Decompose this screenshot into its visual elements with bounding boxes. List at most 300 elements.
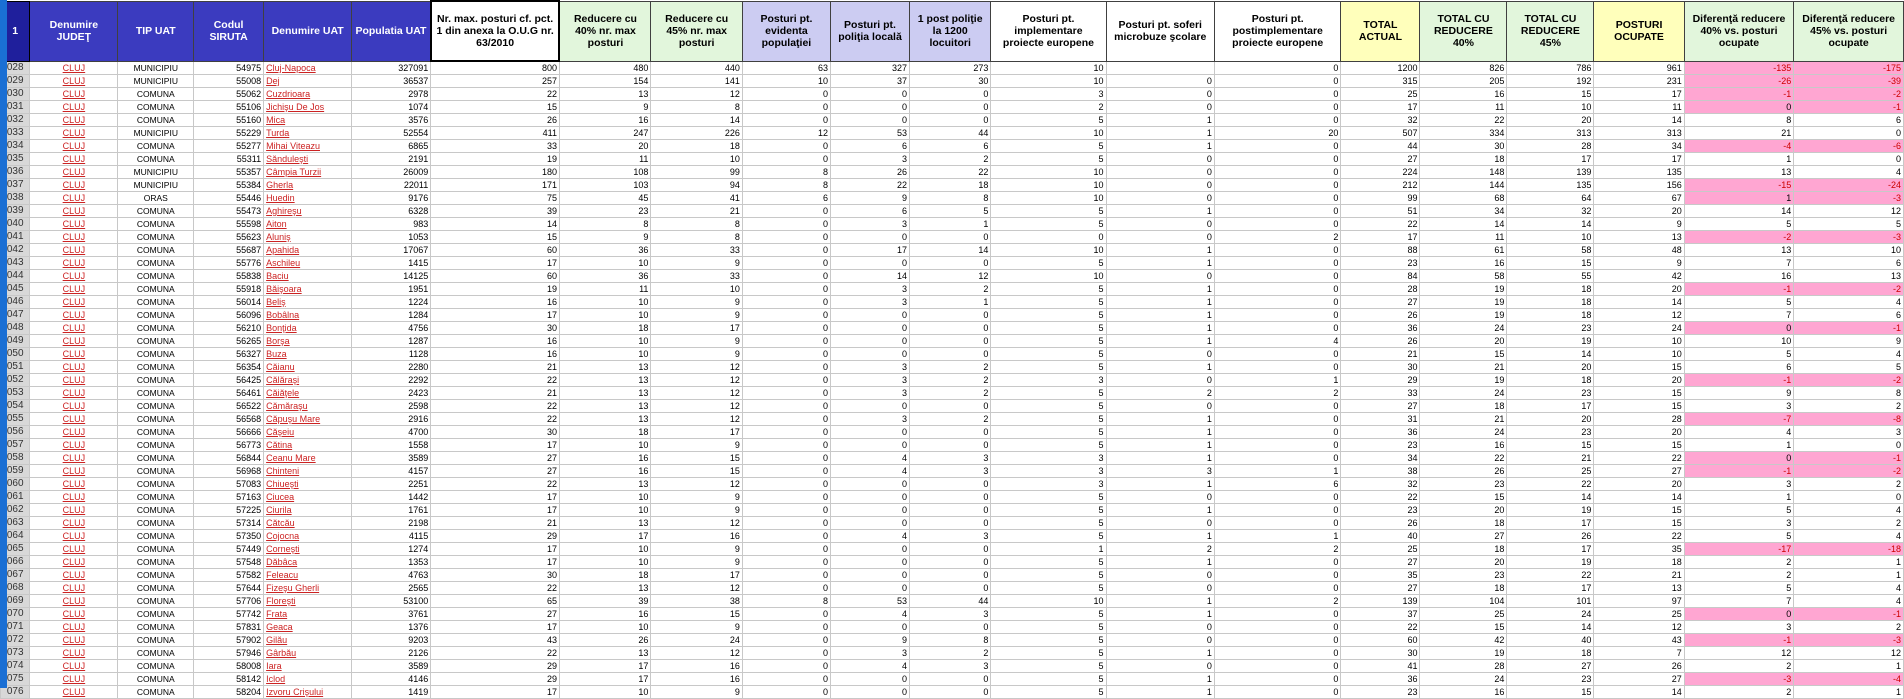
- cell-denumire-judet[interactable]: CLUJ: [30, 270, 118, 283]
- cell-diferenta-45[interactable]: -1: [1794, 608, 1904, 621]
- row-number-header[interactable]: 029: [1, 75, 30, 88]
- cell-total-reducere-40[interactable]: 16: [1420, 686, 1507, 699]
- cell-total-reducere-45[interactable]: 23: [1507, 673, 1594, 686]
- cell-posturi-postimplementare[interactable]: 0: [1214, 322, 1340, 335]
- cell-reducere-40[interactable]: 45: [559, 192, 650, 205]
- cell-diferenta-40[interactable]: 4: [1684, 426, 1794, 439]
- cell-reducere-45[interactable]: 12: [651, 400, 742, 413]
- cell-diferenta-45[interactable]: 6: [1794, 257, 1904, 270]
- cell-diferenta-40[interactable]: 5: [1684, 582, 1794, 595]
- cell-reducere-45[interactable]: 16: [651, 530, 742, 543]
- cell-posturi-ocupate[interactable]: 20: [1594, 205, 1684, 218]
- cell-reducere-40[interactable]: 13: [559, 400, 650, 413]
- cell-denumire-uat[interactable]: Sănduleşti: [264, 153, 352, 166]
- cell-post-politie-1200[interactable]: 0: [910, 504, 991, 517]
- cell-reducere-45[interactable]: 9: [651, 439, 742, 452]
- row-number-header[interactable]: 028: [1, 61, 30, 75]
- cell-posturi-politia-locala[interactable]: 0: [830, 491, 909, 504]
- cell-diferenta-45[interactable]: 0: [1794, 439, 1904, 452]
- cell-nr-max-posturi[interactable]: 16: [431, 348, 560, 361]
- cell-tip-uat[interactable]: COMUNA: [118, 660, 194, 673]
- cell-posturi-ocupate[interactable]: 14: [1594, 491, 1684, 504]
- cell-total-reducere-45[interactable]: 10: [1507, 231, 1594, 244]
- cell-posturi-ocupate[interactable]: 15: [1594, 439, 1684, 452]
- cell-posturi-politia-locala[interactable]: 3: [830, 218, 909, 231]
- cell-tip-uat[interactable]: COMUNA: [118, 153, 194, 166]
- cell-denumire-uat[interactable]: Ciucea: [264, 491, 352, 504]
- row-number-header[interactable]: 049: [1, 335, 30, 348]
- cell-posturi-ocupate[interactable]: 313: [1594, 127, 1684, 140]
- cell-diferenta-45[interactable]: 4: [1794, 296, 1904, 309]
- cell-total-reducere-45[interactable]: 14: [1507, 348, 1594, 361]
- row-number-header[interactable]: 030: [1, 88, 30, 101]
- cell-total-actual[interactable]: 38: [1341, 465, 1420, 478]
- cell-cod-siruta[interactable]: 56210: [194, 322, 264, 335]
- cell-posturi-evidenta[interactable]: 0: [742, 439, 830, 452]
- cell-posturi-politia-locala[interactable]: 4: [830, 465, 909, 478]
- cell-posturi-ocupate[interactable]: 14: [1594, 296, 1684, 309]
- cell-denumire-judet[interactable]: CLUJ: [30, 556, 118, 569]
- cell-posturi-ocupate[interactable]: 97: [1594, 595, 1684, 608]
- cell-posturi-ocupate[interactable]: 35: [1594, 543, 1684, 556]
- cell-denumire-uat[interactable]: Cojocna: [264, 530, 352, 543]
- cell-posturi-proiecte-europene[interactable]: 10: [991, 595, 1106, 608]
- cell-posturi-evidenta[interactable]: 0: [742, 556, 830, 569]
- cell-posturi-evidenta[interactable]: 0: [742, 543, 830, 556]
- cell-diferenta-40[interactable]: -1: [1684, 374, 1794, 387]
- cell-denumire-uat[interactable]: Aghireşu: [264, 205, 352, 218]
- cell-total-reducere-40[interactable]: 21: [1420, 361, 1507, 374]
- cell-cod-siruta[interactable]: 57946: [194, 647, 264, 660]
- cell-posturi-soferi[interactable]: 0: [1106, 88, 1214, 101]
- cell-total-reducere-40[interactable]: 22: [1420, 114, 1507, 127]
- cell-reducere-40[interactable]: 16: [559, 465, 650, 478]
- cell-total-reducere-40[interactable]: 16: [1420, 439, 1507, 452]
- cell-posturi-postimplementare[interactable]: 0: [1214, 101, 1340, 114]
- cell-total-actual[interactable]: 17: [1341, 231, 1420, 244]
- cell-total-reducere-40[interactable]: 26: [1420, 465, 1507, 478]
- cell-cod-siruta[interactable]: 55446: [194, 192, 264, 205]
- cell-cod-siruta[interactable]: 56461: [194, 387, 264, 400]
- cell-diferenta-40[interactable]: 7: [1684, 595, 1794, 608]
- cell-nr-max-posturi[interactable]: 65: [431, 595, 560, 608]
- cell-posturi-evidenta[interactable]: 0: [742, 101, 830, 114]
- cell-posturi-soferi[interactable]: 1: [1106, 244, 1214, 257]
- cell-populatia-uat[interactable]: 2191: [352, 153, 431, 166]
- cell-total-reducere-40[interactable]: 16: [1420, 88, 1507, 101]
- cell-populatia-uat[interactable]: 2126: [352, 647, 431, 660]
- cell-reducere-40[interactable]: 10: [559, 504, 650, 517]
- cell-cod-siruta[interactable]: 57644: [194, 582, 264, 595]
- cell-diferenta-40[interactable]: 7: [1684, 257, 1794, 270]
- cell-denumire-judet[interactable]: CLUJ: [30, 517, 118, 530]
- cell-posturi-politia-locala[interactable]: 9: [830, 192, 909, 205]
- cell-posturi-proiecte-europene[interactable]: 5: [991, 257, 1106, 270]
- cell-denumire-judet[interactable]: CLUJ: [30, 101, 118, 114]
- cell-total-reducere-45[interactable]: 24: [1507, 608, 1594, 621]
- cell-posturi-politia-locala[interactable]: 0: [830, 400, 909, 413]
- row-number-header[interactable]: 047: [1, 309, 30, 322]
- cell-reducere-45[interactable]: 21: [651, 205, 742, 218]
- cell-posturi-postimplementare[interactable]: 0: [1214, 166, 1340, 179]
- cell-posturi-proiecte-europene[interactable]: 5: [991, 335, 1106, 348]
- row-number-header[interactable]: 035: [1, 153, 30, 166]
- cell-posturi-politia-locala[interactable]: 3: [830, 374, 909, 387]
- table-row[interactable]: [1, 205, 1904, 218]
- cell-denumire-uat[interactable]: Buza: [264, 348, 352, 361]
- cell-posturi-soferi[interactable]: 1: [1106, 439, 1214, 452]
- cell-posturi-soferi[interactable]: 0: [1106, 231, 1214, 244]
- cell-total-actual[interactable]: 27: [1341, 582, 1420, 595]
- cell-cod-siruta[interactable]: 56773: [194, 439, 264, 452]
- cell-tip-uat[interactable]: COMUNA: [118, 244, 194, 257]
- cell-total-actual[interactable]: 41: [1341, 660, 1420, 673]
- cell-diferenta-45[interactable]: 4: [1794, 348, 1904, 361]
- cell-posturi-evidenta[interactable]: 0: [742, 621, 830, 634]
- cell-cod-siruta[interactable]: 57163: [194, 491, 264, 504]
- cell-nr-max-posturi[interactable]: 15: [431, 101, 560, 114]
- cell-diferenta-40[interactable]: 0: [1684, 608, 1794, 621]
- cell-tip-uat[interactable]: COMUNA: [118, 114, 194, 127]
- cell-denumire-judet[interactable]: CLUJ: [30, 309, 118, 322]
- table-row[interactable]: [1, 660, 1904, 673]
- cell-reducere-40[interactable]: 11: [559, 153, 650, 166]
- cell-diferenta-45[interactable]: -18: [1794, 543, 1904, 556]
- cell-posturi-proiecte-europene[interactable]: 5: [991, 426, 1106, 439]
- cell-total-actual[interactable]: 25: [1341, 88, 1420, 101]
- table-row[interactable]: [1, 75, 1904, 88]
- cell-populatia-uat[interactable]: 2280: [352, 361, 431, 374]
- cell-posturi-ocupate[interactable]: 14: [1594, 114, 1684, 127]
- cell-posturi-proiecte-europene[interactable]: 5: [991, 361, 1106, 374]
- cell-posturi-proiecte-europene[interactable]: 3: [991, 478, 1106, 491]
- cell-posturi-evidenta[interactable]: 0: [742, 257, 830, 270]
- cell-denumire-uat[interactable]: Iara: [264, 660, 352, 673]
- cell-posturi-ocupate[interactable]: 10: [1594, 348, 1684, 361]
- cell-posturi-ocupate[interactable]: 43: [1594, 634, 1684, 647]
- cell-posturi-soferi[interactable]: 1: [1106, 127, 1214, 140]
- table-row[interactable]: [1, 634, 1904, 647]
- cell-total-reducere-45[interactable]: 22: [1507, 569, 1594, 582]
- cell-reducere-40[interactable]: 10: [559, 309, 650, 322]
- cell-posturi-politia-locala[interactable]: 0: [830, 556, 909, 569]
- cell-posturi-proiecte-europene[interactable]: 10: [991, 179, 1106, 192]
- cell-posturi-evidenta[interactable]: 0: [742, 348, 830, 361]
- cell-total-reducere-40[interactable]: 18: [1420, 543, 1507, 556]
- cell-cod-siruta[interactable]: 56096: [194, 309, 264, 322]
- cell-diferenta-40[interactable]: 5: [1684, 530, 1794, 543]
- cell-total-reducere-40[interactable]: 20: [1420, 335, 1507, 348]
- cell-posturi-postimplementare[interactable]: 0: [1214, 439, 1340, 452]
- cell-denumire-uat[interactable]: Fizeşu Gherli: [264, 582, 352, 595]
- cell-total-reducere-40[interactable]: 24: [1420, 673, 1507, 686]
- cell-post-politie-1200[interactable]: 8: [910, 192, 991, 205]
- cell-populatia-uat[interactable]: 14125: [352, 270, 431, 283]
- cell-nr-max-posturi[interactable]: 22: [431, 400, 560, 413]
- cell-posturi-ocupate[interactable]: 48: [1594, 244, 1684, 257]
- cell-total-reducere-40[interactable]: 15: [1420, 348, 1507, 361]
- cell-posturi-politia-locala[interactable]: 3: [830, 153, 909, 166]
- cell-diferenta-45[interactable]: 2: [1794, 478, 1904, 491]
- cell-cod-siruta[interactable]: 55277: [194, 140, 264, 153]
- cell-reducere-45[interactable]: 12: [651, 387, 742, 400]
- cell-tip-uat[interactable]: COMUNA: [118, 491, 194, 504]
- cell-reducere-40[interactable]: 13: [559, 413, 650, 426]
- cell-posturi-soferi[interactable]: 0: [1106, 101, 1214, 114]
- cell-post-politie-1200[interactable]: 0: [910, 491, 991, 504]
- cell-total-actual[interactable]: 36: [1341, 322, 1420, 335]
- cell-posturi-politia-locala[interactable]: 3: [830, 387, 909, 400]
- cell-total-reducere-40[interactable]: 18: [1420, 400, 1507, 413]
- cell-post-politie-1200[interactable]: 0: [910, 686, 991, 699]
- cell-total-actual[interactable]: 88: [1341, 244, 1420, 257]
- cell-total-reducere-45[interactable]: 25: [1507, 465, 1594, 478]
- cell-posturi-proiecte-europene[interactable]: 5: [991, 530, 1106, 543]
- cell-nr-max-posturi[interactable]: 60: [431, 270, 560, 283]
- cell-cod-siruta[interactable]: 57706: [194, 595, 264, 608]
- cell-posturi-postimplementare[interactable]: 0: [1214, 452, 1340, 465]
- cell-diferenta-40[interactable]: 3: [1684, 400, 1794, 413]
- cell-total-reducere-45[interactable]: 15: [1507, 88, 1594, 101]
- cell-diferenta-40[interactable]: 1: [1684, 192, 1794, 205]
- cell-post-politie-1200[interactable]: 12: [910, 270, 991, 283]
- table-row[interactable]: [1, 621, 1904, 634]
- cell-denumire-uat[interactable]: Căpuşu Mare: [264, 413, 352, 426]
- cell-total-reducere-40[interactable]: 24: [1420, 387, 1507, 400]
- cell-reducere-45[interactable]: 15: [651, 608, 742, 621]
- cell-posturi-evidenta[interactable]: 0: [742, 426, 830, 439]
- cell-denumire-uat[interactable]: Frata: [264, 608, 352, 621]
- col-header-total-reducere-45[interactable]: TOTAL CU REDUCERE 45%: [1507, 1, 1594, 61]
- cell-posturi-ocupate[interactable]: 21: [1594, 569, 1684, 582]
- row-number-header[interactable]: 041: [1, 231, 30, 244]
- col-header-posturi-politia-locala[interactable]: Posturi pt. poliţia locală: [830, 1, 909, 61]
- cell-denumire-uat[interactable]: Căiăţele: [264, 387, 352, 400]
- row-number-header[interactable]: 073: [1, 647, 30, 660]
- cell-posturi-ocupate[interactable]: 12: [1594, 621, 1684, 634]
- cell-posturi-ocupate[interactable]: 20: [1594, 374, 1684, 387]
- cell-denumire-uat[interactable]: Băişoara: [264, 283, 352, 296]
- cell-nr-max-posturi[interactable]: 29: [431, 530, 560, 543]
- cell-total-reducere-40[interactable]: 15: [1420, 491, 1507, 504]
- cell-tip-uat[interactable]: COMUNA: [118, 387, 194, 400]
- cell-nr-max-posturi[interactable]: 22: [431, 478, 560, 491]
- cell-total-reducere-40[interactable]: 61: [1420, 244, 1507, 257]
- cell-posturi-evidenta[interactable]: 8: [742, 179, 830, 192]
- cell-total-reducere-45[interactable]: 23: [1507, 387, 1594, 400]
- cell-diferenta-40[interactable]: 8: [1684, 114, 1794, 127]
- cell-posturi-proiecte-europene[interactable]: 5: [991, 218, 1106, 231]
- cell-total-reducere-40[interactable]: 19: [1420, 283, 1507, 296]
- cell-posturi-evidenta[interactable]: 0: [742, 673, 830, 686]
- cell-denumire-judet[interactable]: CLUJ: [30, 179, 118, 192]
- cell-posturi-postimplementare[interactable]: 0: [1214, 309, 1340, 322]
- cell-reducere-40[interactable]: 18: [559, 569, 650, 582]
- cell-cod-siruta[interactable]: 56844: [194, 452, 264, 465]
- cell-cod-siruta[interactable]: 55311: [194, 153, 264, 166]
- cell-denumire-uat[interactable]: Dăbâca: [264, 556, 352, 569]
- cell-posturi-evidenta[interactable]: 0: [742, 517, 830, 530]
- cell-posturi-evidenta[interactable]: 0: [742, 478, 830, 491]
- col-header-denumire-judet[interactable]: Denumire JUDEŢ: [30, 1, 118, 61]
- cell-posturi-ocupate[interactable]: 22: [1594, 530, 1684, 543]
- cell-cod-siruta[interactable]: 56327: [194, 348, 264, 361]
- cell-denumire-judet[interactable]: CLUJ: [30, 322, 118, 335]
- cell-reducere-40[interactable]: 13: [559, 387, 650, 400]
- cell-denumire-uat[interactable]: Bobâlna: [264, 309, 352, 322]
- cell-reducere-45[interactable]: 18: [651, 140, 742, 153]
- cell-diferenta-40[interactable]: -1: [1684, 88, 1794, 101]
- cell-reducere-40[interactable]: 10: [559, 296, 650, 309]
- table-row[interactable]: [1, 465, 1904, 478]
- cell-post-politie-1200[interactable]: 0: [910, 335, 991, 348]
- cell-denumire-uat[interactable]: Baciu: [264, 270, 352, 283]
- cell-total-reducere-40[interactable]: 68: [1420, 192, 1507, 205]
- cell-total-actual[interactable]: 51: [1341, 205, 1420, 218]
- cell-posturi-proiecte-europene[interactable]: 5: [991, 296, 1106, 309]
- cell-posturi-politia-locala[interactable]: 17: [830, 244, 909, 257]
- cell-post-politie-1200[interactable]: 3: [910, 530, 991, 543]
- cell-cod-siruta[interactable]: 56666: [194, 426, 264, 439]
- cell-total-actual[interactable]: 34: [1341, 452, 1420, 465]
- cell-total-reducere-45[interactable]: 23: [1507, 426, 1594, 439]
- cell-tip-uat[interactable]: COMUNA: [118, 569, 194, 582]
- cell-nr-max-posturi[interactable]: 26: [431, 114, 560, 127]
- cell-denumire-judet[interactable]: CLUJ: [30, 114, 118, 127]
- cell-diferenta-45[interactable]: 5: [1794, 218, 1904, 231]
- cell-reducere-40[interactable]: 10: [559, 491, 650, 504]
- cell-cod-siruta[interactable]: 58142: [194, 673, 264, 686]
- cell-reducere-45[interactable]: 226: [651, 127, 742, 140]
- table-row[interactable]: [1, 452, 1904, 465]
- cell-populatia-uat[interactable]: 327091: [352, 61, 431, 75]
- cell-total-reducere-45[interactable]: 17: [1507, 582, 1594, 595]
- cell-posturi-politia-locala[interactable]: 37: [830, 75, 909, 88]
- cell-total-actual[interactable]: 23: [1341, 686, 1420, 699]
- cell-posturi-evidenta[interactable]: 0: [742, 114, 830, 127]
- cell-cod-siruta[interactable]: 56568: [194, 413, 264, 426]
- cell-posturi-soferi[interactable]: 1: [1106, 556, 1214, 569]
- cell-total-reducere-40[interactable]: 18: [1420, 153, 1507, 166]
- cell-denumire-judet[interactable]: CLUJ: [30, 465, 118, 478]
- cell-denumire-uat[interactable]: Apahida: [264, 244, 352, 257]
- cell-total-reducere-45[interactable]: 139: [1507, 166, 1594, 179]
- cell-posturi-soferi[interactable]: 1: [1106, 322, 1214, 335]
- cell-total-reducere-45[interactable]: 10: [1507, 101, 1594, 114]
- cell-posturi-ocupate[interactable]: 961: [1594, 61, 1684, 75]
- cell-posturi-soferi[interactable]: 1: [1106, 686, 1214, 699]
- cell-populatia-uat[interactable]: 2598: [352, 400, 431, 413]
- cell-posturi-postimplementare[interactable]: 0: [1214, 205, 1340, 218]
- table-row[interactable]: [1, 114, 1904, 127]
- cell-nr-max-posturi[interactable]: 16: [431, 335, 560, 348]
- row-number-header[interactable]: 074: [1, 660, 30, 673]
- cell-post-politie-1200[interactable]: 0: [910, 556, 991, 569]
- cell-reducere-45[interactable]: 17: [651, 569, 742, 582]
- cell-total-actual[interactable]: 23: [1341, 504, 1420, 517]
- cell-posturi-proiecte-europene[interactable]: 1: [991, 543, 1106, 556]
- cell-diferenta-40[interactable]: 3: [1684, 621, 1794, 634]
- cell-total-reducere-40[interactable]: 148: [1420, 166, 1507, 179]
- cell-total-reducere-40[interactable]: 14: [1420, 218, 1507, 231]
- cell-cod-siruta[interactable]: 55918: [194, 283, 264, 296]
- cell-post-politie-1200[interactable]: 0: [910, 348, 991, 361]
- cell-post-politie-1200[interactable]: 0: [910, 400, 991, 413]
- cell-total-actual[interactable]: 224: [1341, 166, 1420, 179]
- cell-total-reducere-40[interactable]: 16: [1420, 257, 1507, 270]
- cell-diferenta-40[interactable]: 2: [1684, 569, 1794, 582]
- cell-total-reducere-40[interactable]: 205: [1420, 75, 1507, 88]
- row-number-header[interactable]: 050: [1, 348, 30, 361]
- cell-reducere-40[interactable]: 20: [559, 140, 650, 153]
- cell-reducere-45[interactable]: 99: [651, 166, 742, 179]
- cell-populatia-uat[interactable]: 4700: [352, 426, 431, 439]
- cell-nr-max-posturi[interactable]: 800: [431, 61, 560, 75]
- cell-post-politie-1200[interactable]: 2: [910, 361, 991, 374]
- cell-posturi-politia-locala[interactable]: 0: [830, 543, 909, 556]
- cell-posturi-evidenta[interactable]: 0: [742, 634, 830, 647]
- cell-posturi-proiecte-europene[interactable]: 5: [991, 504, 1106, 517]
- cell-post-politie-1200[interactable]: 3: [910, 452, 991, 465]
- cell-posturi-evidenta[interactable]: 8: [742, 595, 830, 608]
- cell-denumire-uat[interactable]: Chinteni: [264, 465, 352, 478]
- cell-tip-uat[interactable]: COMUNA: [118, 686, 194, 699]
- cell-total-reducere-45[interactable]: 26: [1507, 530, 1594, 543]
- col-header-tip-uat[interactable]: TIP UAT: [118, 1, 194, 61]
- cell-nr-max-posturi[interactable]: 30: [431, 322, 560, 335]
- cell-posturi-ocupate[interactable]: 22: [1594, 452, 1684, 465]
- cell-cod-siruta[interactable]: 57083: [194, 478, 264, 491]
- cell-post-politie-1200[interactable]: 0: [910, 88, 991, 101]
- cell-total-reducere-40[interactable]: 24: [1420, 322, 1507, 335]
- cell-populatia-uat[interactable]: 6865: [352, 140, 431, 153]
- cell-populatia-uat[interactable]: 1074: [352, 101, 431, 114]
- cell-posturi-politia-locala[interactable]: 3: [830, 413, 909, 426]
- table-row[interactable]: [1, 283, 1904, 296]
- cell-nr-max-posturi[interactable]: 22: [431, 88, 560, 101]
- table-row[interactable]: [1, 439, 1904, 452]
- cell-reducere-40[interactable]: 17: [559, 660, 650, 673]
- cell-diferenta-45[interactable]: 1: [1794, 569, 1904, 582]
- cell-posturi-ocupate[interactable]: 15: [1594, 361, 1684, 374]
- row-number-header[interactable]: 076: [1, 686, 30, 699]
- cell-total-reducere-40[interactable]: 30: [1420, 140, 1507, 153]
- cell-cod-siruta[interactable]: 57449: [194, 543, 264, 556]
- cell-cod-siruta[interactable]: 57350: [194, 530, 264, 543]
- cell-tip-uat[interactable]: COMUNA: [118, 374, 194, 387]
- cell-denumire-judet[interactable]: CLUJ: [30, 452, 118, 465]
- cell-cod-siruta[interactable]: 55776: [194, 257, 264, 270]
- cell-total-reducere-45[interactable]: 64: [1507, 192, 1594, 205]
- cell-diferenta-40[interactable]: 16: [1684, 270, 1794, 283]
- cell-cod-siruta[interactable]: 55062: [194, 88, 264, 101]
- cell-posturi-ocupate[interactable]: 42: [1594, 270, 1684, 283]
- cell-nr-max-posturi[interactable]: 17: [431, 686, 560, 699]
- cell-total-actual[interactable]: 507: [1341, 127, 1420, 140]
- cell-nr-max-posturi[interactable]: 60: [431, 244, 560, 257]
- cell-reducere-40[interactable]: 26: [559, 634, 650, 647]
- table-row[interactable]: [1, 61, 1904, 75]
- cell-total-reducere-45[interactable]: 17: [1507, 543, 1594, 556]
- cell-posturi-proiecte-europene[interactable]: 5: [991, 491, 1106, 504]
- row-number-header[interactable]: 031: [1, 101, 30, 114]
- cell-posturi-proiecte-europene[interactable]: 5: [991, 660, 1106, 673]
- cell-post-politie-1200[interactable]: 0: [910, 309, 991, 322]
- cell-posturi-ocupate[interactable]: 156: [1594, 179, 1684, 192]
- cell-posturi-evidenta[interactable]: 0: [742, 335, 830, 348]
- row-number-header[interactable]: 054: [1, 400, 30, 413]
- cell-posturi-postimplementare[interactable]: 0: [1214, 257, 1340, 270]
